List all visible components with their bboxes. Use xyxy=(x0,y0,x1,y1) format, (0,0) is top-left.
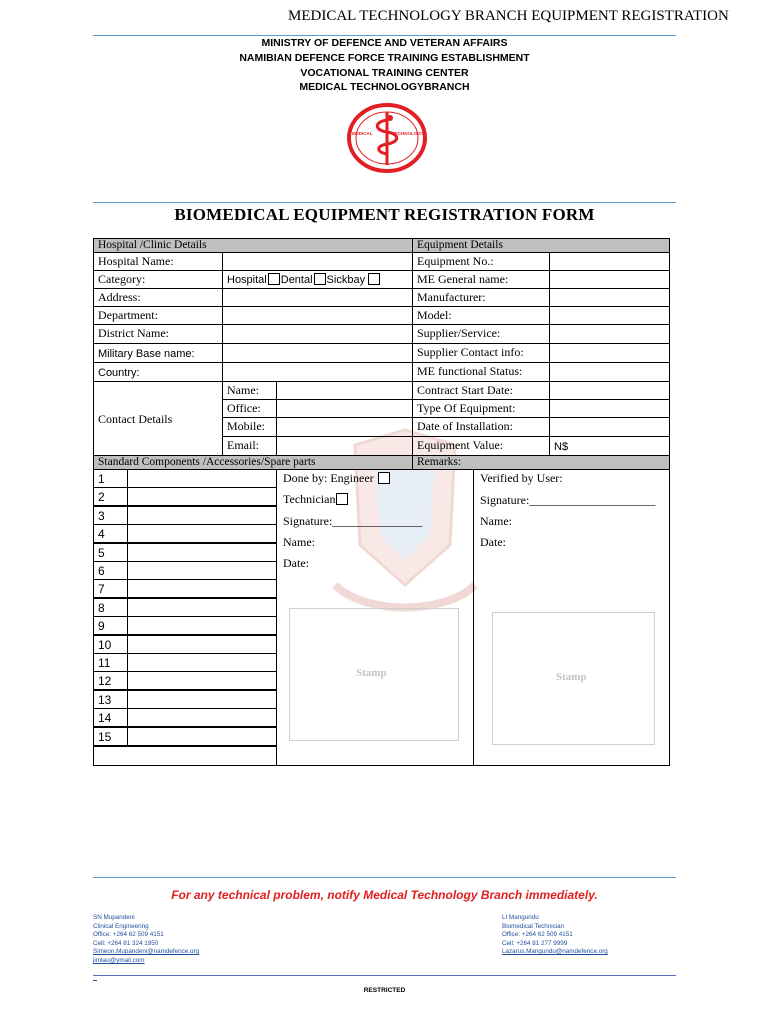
contact-left-office: Office: +264 62 509 4151 xyxy=(93,931,164,939)
signature-right-line[interactable]: _____________________ xyxy=(529,493,656,507)
label-country: Country: xyxy=(93,362,223,382)
component-row-field[interactable] xyxy=(127,524,277,543)
component-row-number: 8 xyxy=(93,598,128,617)
label-military-base: Military Base name: xyxy=(93,343,223,363)
label-supplier: Supplier/Service: xyxy=(412,324,550,344)
name-left-label: Name: xyxy=(283,535,315,549)
remarks-header: Remarks: xyxy=(412,455,670,470)
field-contact-email[interactable] xyxy=(276,436,413,456)
field-contact-name[interactable] xyxy=(276,381,413,400)
label-manufacturer: Manufacturer: xyxy=(412,288,550,307)
category-option-hospital: Hospital xyxy=(227,274,267,286)
label-contact-office: Office: xyxy=(222,399,277,418)
footer-rule xyxy=(93,877,676,878)
component-row-number: 15 xyxy=(93,727,128,746)
signature-right-label: Signature:_____________________ xyxy=(480,493,656,507)
running-header: MEDICAL TECHNOLOGY BRANCH EQUIPMENT REGISTRATION xyxy=(288,8,729,24)
label-contact-name: Name: xyxy=(222,381,277,400)
component-row-number: 1 xyxy=(93,469,128,488)
field-general-name[interactable] xyxy=(549,270,670,289)
component-row-field[interactable] xyxy=(127,653,277,672)
field-functional-status[interactable] xyxy=(549,362,670,382)
component-row-field[interactable] xyxy=(127,690,277,709)
stamp-label-left: Stamp xyxy=(356,667,387,679)
field-contact-office[interactable] xyxy=(276,399,413,418)
contact-right-email-link[interactable]: Lazarus.Mangundu@namdefence.org xyxy=(502,948,608,956)
logo-ring-text-right: TECHNOLOGY xyxy=(392,131,424,136)
component-row-field[interactable] xyxy=(127,561,277,580)
component-row-number: 10 xyxy=(93,635,128,654)
field-category xyxy=(222,270,413,289)
done-by-label: Done by: Engineer xyxy=(283,471,391,485)
label-functional-status: ME functional Status: xyxy=(412,362,550,382)
component-row-field[interactable] xyxy=(127,727,277,746)
contact-left-role: Clinical Engineering xyxy=(93,922,149,930)
component-row-number: 6 xyxy=(93,561,128,580)
component-row-number: 3 xyxy=(93,506,128,525)
footer-dash xyxy=(93,980,97,981)
field-country[interactable] xyxy=(222,362,413,382)
engineer-checkbox[interactable] xyxy=(378,472,390,484)
component-row-number: 5 xyxy=(93,543,128,562)
label-department: Department: xyxy=(93,306,223,325)
component-row-field[interactable] xyxy=(127,635,277,654)
field-contact-mobile[interactable] xyxy=(276,417,413,437)
field-equipment-no[interactable] xyxy=(549,252,670,271)
component-row-number: 2 xyxy=(93,487,128,506)
contact-left-alt-email-link[interactable]: jimtau@ymail.com xyxy=(93,956,145,964)
contact-left-cell: Cell: +264 81 324 1950 xyxy=(93,939,159,947)
contact-right-office: Office: +264 62 509 4151 xyxy=(502,931,573,939)
component-row-field[interactable] xyxy=(127,616,277,635)
label-hospital-name: Hospital Name: xyxy=(93,252,223,271)
signature-left-line[interactable]: _______________ xyxy=(332,514,423,528)
field-hospital-name[interactable] xyxy=(222,252,413,271)
label-contact-details: Contact Details xyxy=(93,381,223,456)
label-model: Model: xyxy=(412,306,550,325)
technician-label: Technician xyxy=(283,492,349,506)
contact-right-role: Biomedical Technician xyxy=(502,922,565,930)
field-supplier[interactable] xyxy=(549,324,670,344)
component-row-field[interactable] xyxy=(127,598,277,617)
label-supplier-contact: Supplier Contact info: xyxy=(412,343,550,363)
field-equipment-type[interactable] xyxy=(549,399,670,418)
component-row-number: 7 xyxy=(93,579,128,598)
label-equipment-value: Equipment Value: xyxy=(412,436,550,456)
verified-by-label: Verified by User: xyxy=(480,471,563,485)
sickbay-checkbox[interactable] xyxy=(368,273,380,285)
field-manufacturer[interactable] xyxy=(549,288,670,307)
field-address[interactable] xyxy=(222,288,413,307)
field-department[interactable] xyxy=(222,306,413,325)
component-row-field[interactable] xyxy=(127,708,277,727)
component-row-field[interactable] xyxy=(127,543,277,562)
components-header: Standard Components /Accessories/Spare parts xyxy=(93,455,413,470)
dental-checkbox[interactable] xyxy=(314,273,326,285)
title-rule xyxy=(93,202,676,203)
org-line-vtc: VOCATIONAL TRAINING CENTER xyxy=(300,67,469,79)
contact-right-name: LI Mangundu xyxy=(502,914,539,921)
signature-left-label: Signature:_______________ xyxy=(283,514,423,528)
label-contact-email: Email: xyxy=(222,436,277,456)
category-option-dental: Dental xyxy=(280,274,313,286)
stamp-label-right: Stamp xyxy=(556,671,587,683)
component-blank-row xyxy=(93,746,277,766)
component-row-number: 12 xyxy=(93,671,128,690)
label-category: Category: xyxy=(93,270,223,289)
component-row-field[interactable] xyxy=(127,671,277,690)
hospital-details-header: Hospital /Clinic Details xyxy=(93,238,413,253)
component-row-number: 4 xyxy=(93,524,128,543)
date-left-label: Date: xyxy=(283,556,309,570)
component-row-field[interactable] xyxy=(127,579,277,598)
technician-checkbox[interactable] xyxy=(336,493,348,505)
org-line-branch: MEDICAL TECHNOLOGYBRANCH xyxy=(299,81,470,93)
label-equipment-no: Equipment No.: xyxy=(412,252,550,271)
component-row-number: 9 xyxy=(93,616,128,635)
field-supplier-contact[interactable] xyxy=(549,343,670,363)
component-row-field[interactable] xyxy=(127,469,277,488)
component-row-number: 14 xyxy=(93,708,128,727)
contact-right-cell: Cell: +264 81 277 9999 xyxy=(502,939,568,947)
label-contact-mobile: Mobile: xyxy=(222,417,277,437)
classification-label: RESTRICTED xyxy=(363,987,406,994)
hospital-checkbox[interactable] xyxy=(268,273,280,285)
contact-block-right xyxy=(502,914,608,957)
label-address: Address: xyxy=(93,288,223,307)
component-row-number: 13 xyxy=(93,690,128,709)
label-contract-start: Contract Start Date: xyxy=(412,381,550,400)
contact-left-name: SN Mupandeni xyxy=(93,914,135,921)
field-military-base[interactable] xyxy=(222,343,413,363)
form-title: BIOMEDICAL EQUIPMENT REGISTRATION FORM xyxy=(174,205,595,224)
component-row-number: 11 xyxy=(93,653,128,672)
field-installation-date[interactable] xyxy=(549,417,670,437)
field-model[interactable] xyxy=(549,306,670,325)
label-district: District Name: xyxy=(93,324,223,344)
category-option-sickbay: Sickbay xyxy=(326,274,366,286)
footer-bottom-rule xyxy=(93,975,676,976)
org-line-ministry: MINISTRY OF DEFENCE AND VETERAN AFFAIRS xyxy=(261,37,508,49)
equipment-details-header: Equipment Details xyxy=(412,238,670,253)
org-line-ndf: NAMIBIAN DEFENCE FORCE TRAINING ESTABLISHMENT xyxy=(239,52,530,64)
component-row-field[interactable] xyxy=(127,487,277,506)
component-row-field[interactable] xyxy=(127,506,277,525)
field-contract-start[interactable] xyxy=(549,381,670,400)
label-equipment-type: Type Of Equipment: xyxy=(412,399,550,418)
logo-ring-text-left: MEDICAL xyxy=(352,131,373,136)
field-district[interactable] xyxy=(222,324,413,344)
date-right-label: Date: xyxy=(480,535,506,549)
label-installation-date: Date of Installation: xyxy=(412,417,550,437)
staff-of-asclepius-icon xyxy=(346,102,428,174)
name-right-label: Name: xyxy=(480,514,512,528)
label-general-name: ME General name: xyxy=(412,270,550,289)
contact-left-email-link[interactable]: Simeon.Mupandeni@namdefence.org xyxy=(93,948,200,956)
field-equipment-value[interactable]: N$ xyxy=(549,436,670,456)
contact-block-left xyxy=(93,914,199,966)
technical-notice: For any technical problem, notify Medical Technology Branch immediately. xyxy=(171,888,598,902)
